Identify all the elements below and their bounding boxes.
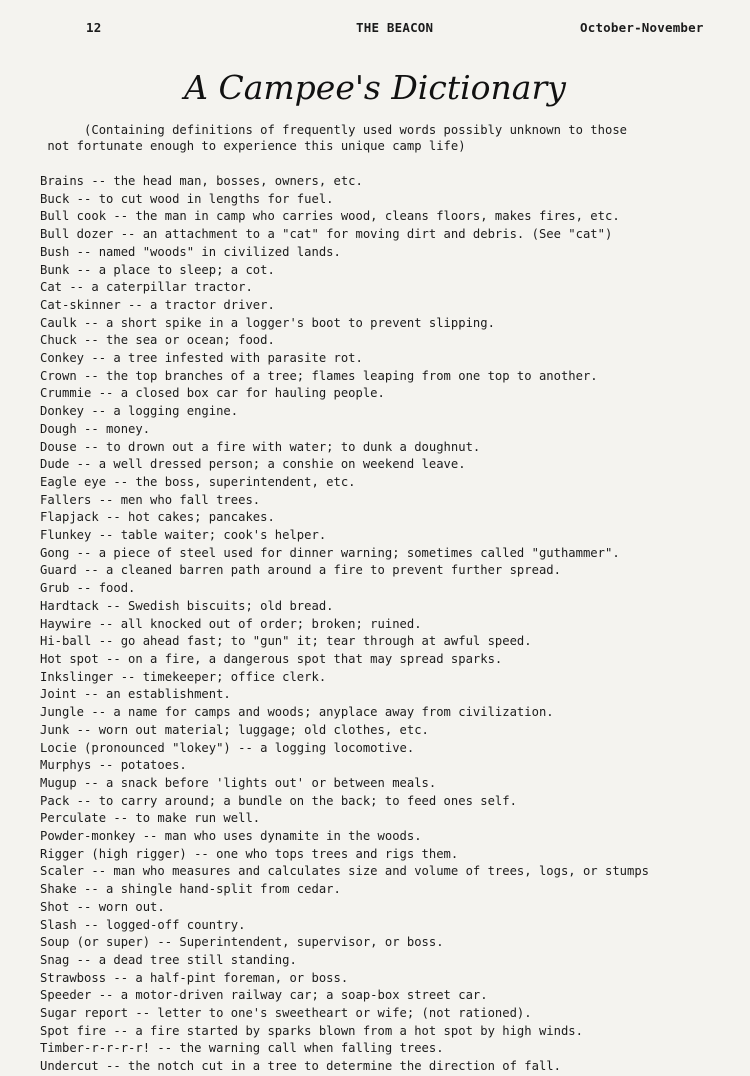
page-title: A Campee's Dictionary xyxy=(184,68,566,107)
dictionary-entry: Dude -- a well dressed person; a conshie on weekend leave. xyxy=(40,457,466,472)
dictionary-entry: Fallers -- men who fall trees. xyxy=(40,492,261,507)
dictionary-entry: Bull cook -- the man in camp who carries wood, cleans floors, makes fires, etc. xyxy=(40,209,620,224)
dictionary-entry: Slash -- logged-off country. xyxy=(40,917,246,932)
dictionary-entry: Junk -- worn out material; luggage; old clothes, etc. xyxy=(40,722,429,737)
dictionary-entry: Perculate -- to make run well. xyxy=(40,811,261,826)
dictionary-entry: Pack -- to carry around; a bundle on the back; to feed ones self. xyxy=(40,793,517,808)
dictionary-entry: Grub -- food. xyxy=(40,581,136,596)
dictionary-entry: Hot spot -- on a fire, a dangerous spot that may spread sparks. xyxy=(40,651,503,666)
dictionary-entry: Soup (or super) -- Superintendent, supervisor, or boss. xyxy=(40,935,444,950)
dictionary-entry: Conkey -- a tree infested with parasite rot. xyxy=(40,351,363,366)
dictionary-entry: Timber-r-r-r-r! -- the warning call when falling trees. xyxy=(40,1041,444,1056)
page-number: 12 xyxy=(86,20,102,35)
dictionary-entry: Crown -- the top branches of a tree; flames leaping from one top to another. xyxy=(40,368,598,383)
dictionary-entry: Sugar report -- letter to one's sweetheart or wife; (not rationed). xyxy=(40,1006,532,1021)
dictionary-entry: Chuck -- the sea or ocean; food. xyxy=(40,333,275,348)
dictionary-entry: Eagle eye -- the boss, superintendent, etc. xyxy=(40,474,356,489)
dictionary-entry: Shake -- a shingle hand-split from cedar. xyxy=(40,882,341,897)
dictionary-entry: Rigger (high rigger) -- one who tops trees and rigs them. xyxy=(40,846,459,861)
dictionary-entry: Scaler -- man who measures and calculates size and volume of trees, logs, or stumps xyxy=(40,864,650,879)
dictionary-entry: Hi-ball -- go ahead fast; to "gun" it; tear through at awful speed. xyxy=(40,634,532,649)
dictionary-entry: Gong -- a piece of steel used for dinner warning; sometimes called "guthammer". xyxy=(40,545,620,560)
dictionary-entry: Douse -- to drown out a fire with water; to dunk a doughnut. xyxy=(40,439,481,454)
intro-paragraph: (Containing definitions of frequently used words possibly unknown to those not fortunate enough to experience this unique camp life) xyxy=(47,123,627,153)
dictionary-entry: Joint -- an establishment. xyxy=(40,687,231,702)
dictionary-entry: Inkslinger -- timekeeper; office clerk. xyxy=(40,669,327,684)
dictionary-entry: Cat-skinner -- a tractor driver. xyxy=(40,297,275,312)
dictionary-entry: Strawboss -- a half-pint foreman, or boss. xyxy=(40,970,349,985)
dictionary-entry: Bunk -- a place to sleep; a cot. xyxy=(40,262,275,277)
issue-date: October-November xyxy=(580,20,704,35)
dictionary-entry: Speeder -- a motor-driven railway car; a soap-box street car. xyxy=(40,988,488,1003)
dictionary-entry: Flunkey -- table waiter; cook's helper. xyxy=(40,528,327,543)
dictionary-entry: Cat -- a caterpillar tractor. xyxy=(40,280,253,295)
dictionary-entry: Buck -- to cut wood in lengths for fuel. xyxy=(40,191,334,206)
dictionary-entry: Shot -- worn out. xyxy=(40,899,165,914)
dictionary-entry: Bull dozer -- an attachment to a "cat" for moving dirt and debris. (See "cat") xyxy=(40,227,613,242)
dictionary-entry: Locie (pronounced "lokey") -- a logging locomotive. xyxy=(40,740,415,755)
dictionary-entry: Haywire -- all knocked out of order; broken; ruined. xyxy=(40,616,422,631)
dictionary-entry: Crummie -- a closed box car for hauling people. xyxy=(40,386,385,401)
dictionary-entry: Hardtack -- Swedish biscuits; old bread. xyxy=(40,598,334,613)
dictionary-entry: Bush -- named "woods" in civilized lands. xyxy=(40,244,341,259)
dictionary-list xyxy=(40,173,750,1076)
dictionary-entry: Flapjack -- hot cakes; pancakes. xyxy=(40,510,275,525)
dictionary-entry: Donkey -- a logging engine. xyxy=(40,404,239,419)
dictionary-entry: Dough -- money. xyxy=(40,421,151,436)
dictionary-entry: Powder-monkey -- man who uses dynamite in the woods. xyxy=(40,829,422,844)
dictionary-entry: Brains -- the head man, bosses, owners, etc. xyxy=(40,174,363,188)
dictionary-entry: Snag -- a dead tree still standing. xyxy=(40,952,297,967)
dictionary-entry: Jungle -- a name for camps and woods; anyplace away from civilization. xyxy=(40,705,554,720)
dictionary-entry: Murphys -- potatoes. xyxy=(40,758,187,773)
dictionary-entry: Caulk -- a short spike in a logger's boot to prevent slipping. xyxy=(40,315,495,330)
dictionary-entry: Spot fire -- a fire started by sparks blown from a hot spot by high winds. xyxy=(40,1023,583,1038)
dictionary-entry: Undercut -- the notch cut in a tree to determine the direction of fall. xyxy=(40,1059,561,1074)
dictionary-entry: Mugup -- a snack before 'lights out' or between meals. xyxy=(40,775,437,790)
dictionary-entry: Guard -- a cleaned barren path around a fire to prevent further spread. xyxy=(40,563,561,578)
publication-name: THE BEACON xyxy=(356,20,434,35)
